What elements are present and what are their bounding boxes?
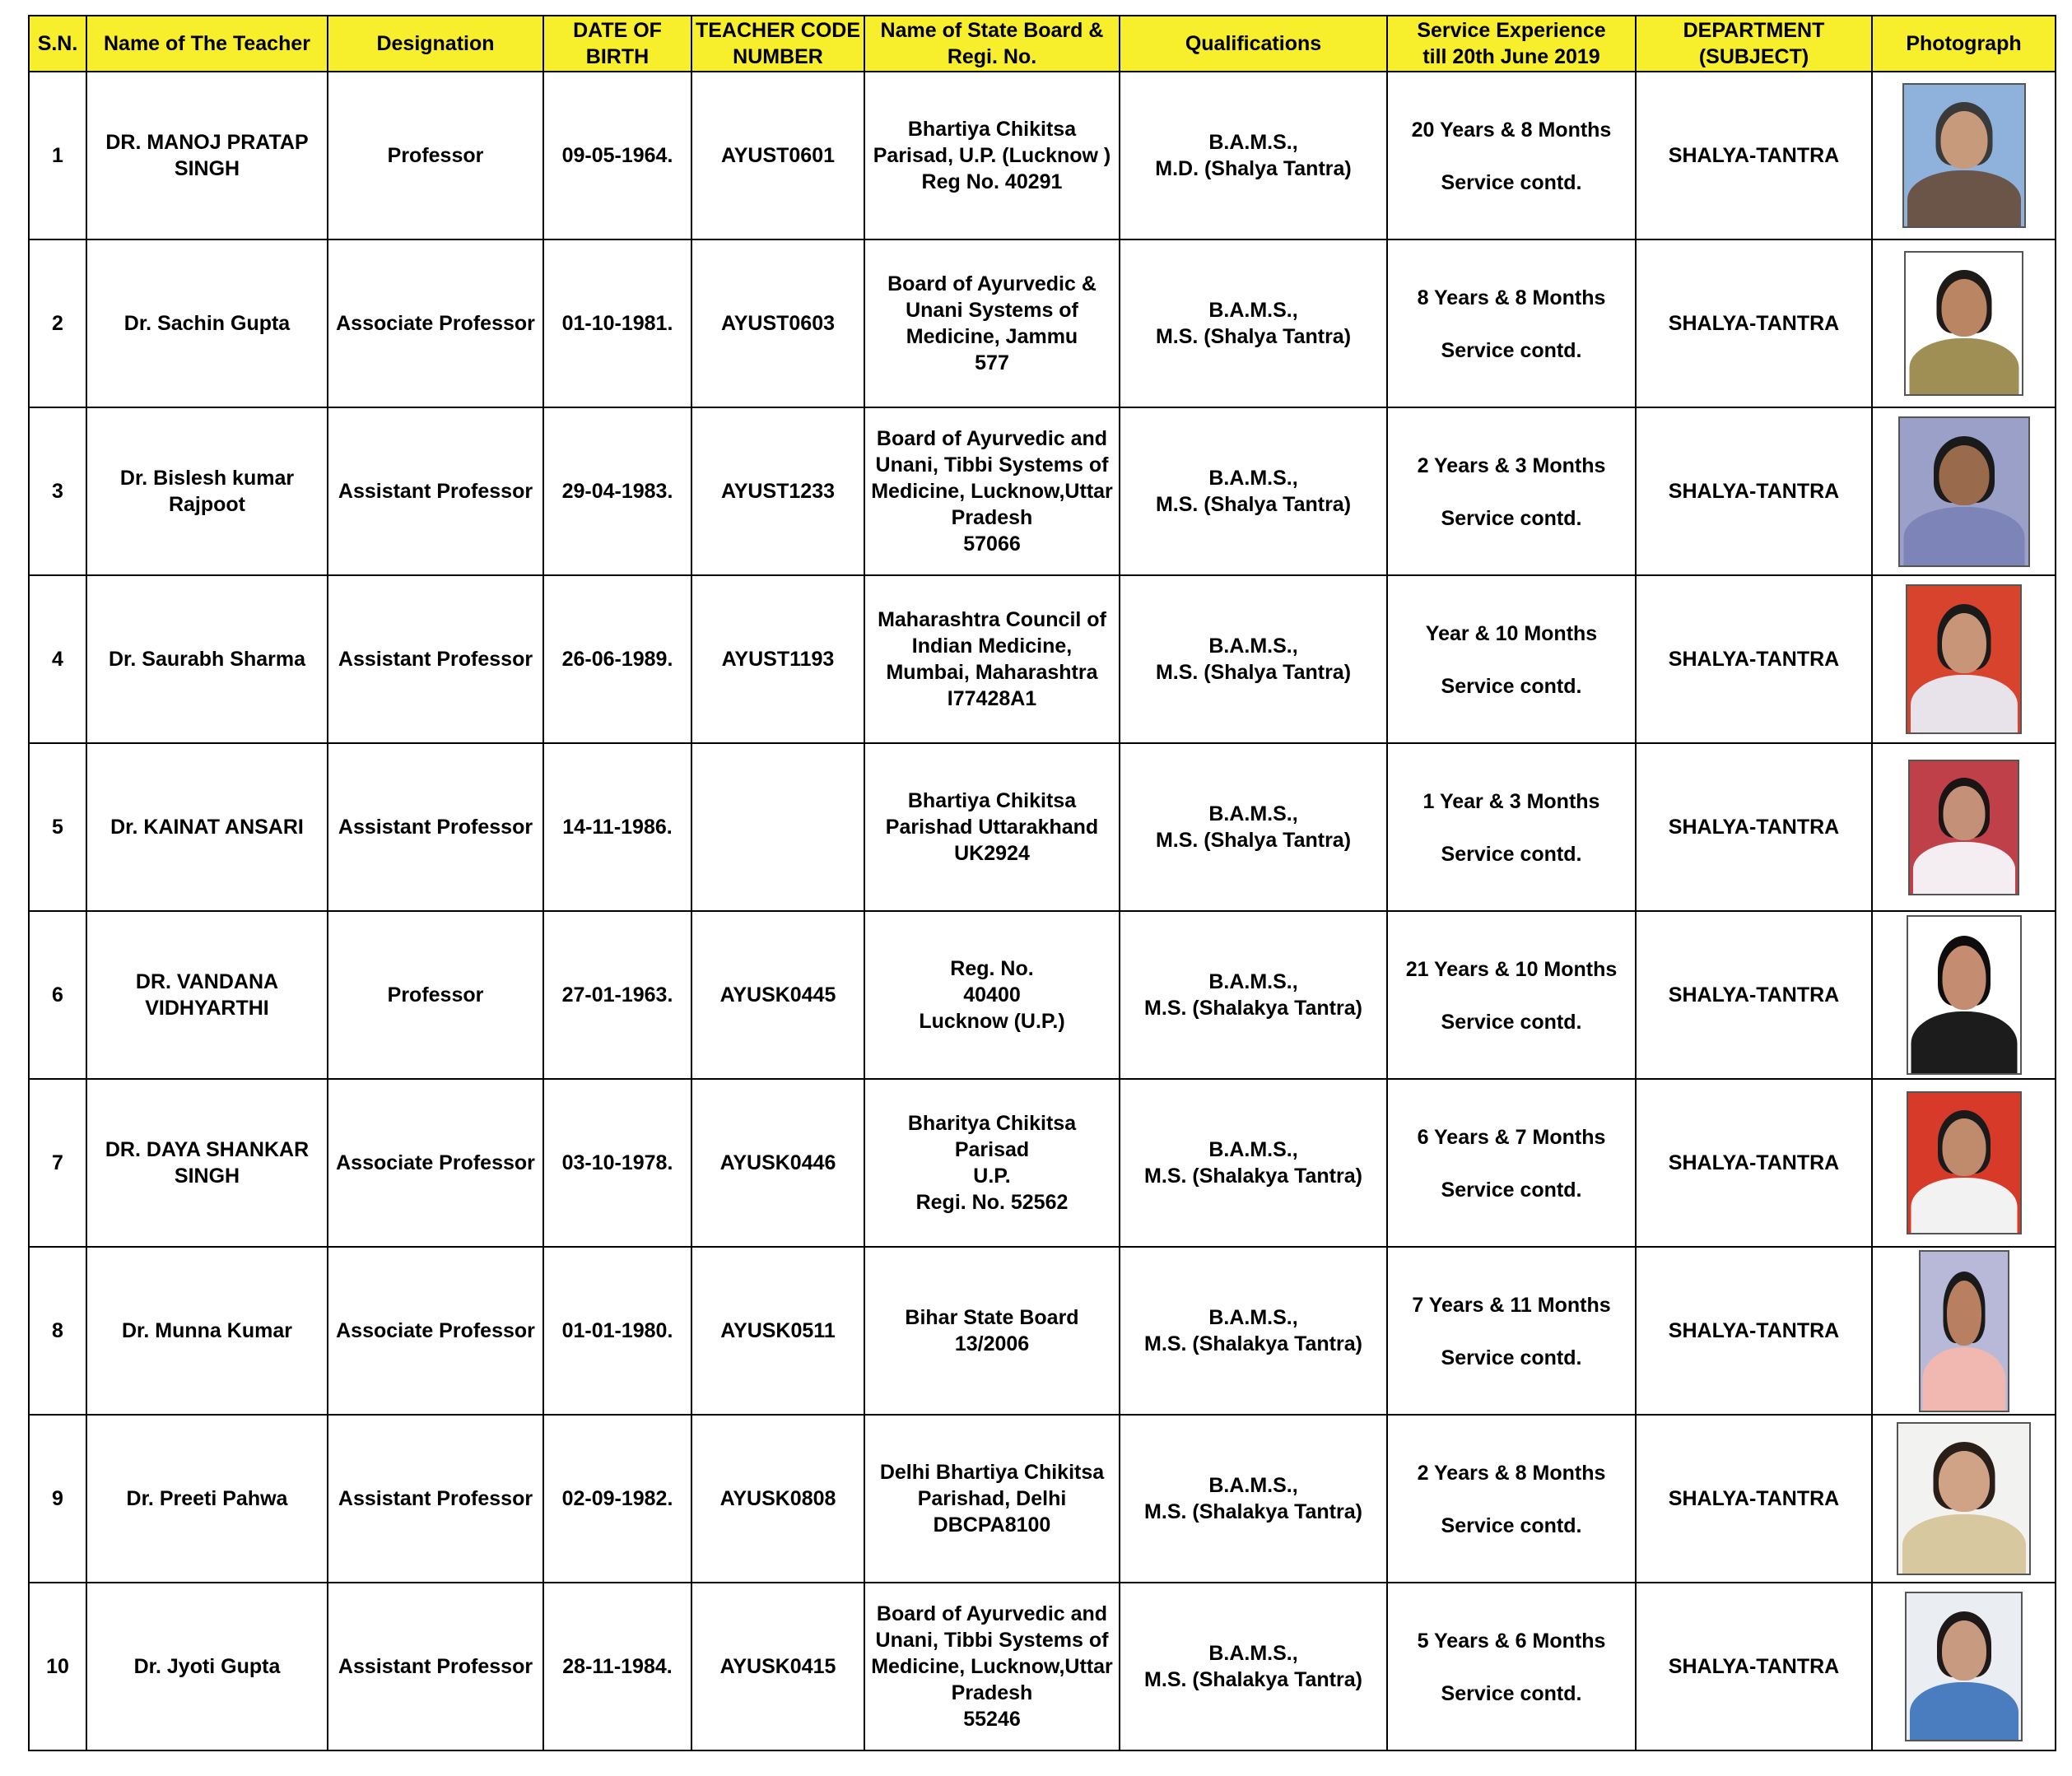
cell-qualifications: B.A.M.S., M.S. (Shalya Tantra)	[1120, 407, 1387, 575]
cell-state-board: Bhartiya Chikitsa Parisad, U.P. (Lucknow ) Reg No. 40291	[864, 72, 1120, 239]
photo-face	[1943, 786, 1985, 840]
cell-department: SHALYA-TANTRA	[1636, 1247, 1872, 1415]
photo-torso	[1913, 842, 2015, 895]
cell-department: SHALYA-TANTRA	[1636, 239, 1872, 407]
photo-face	[1942, 1118, 1986, 1176]
cell-teacher-code: AYUST0601	[691, 72, 864, 239]
cell-sn: 7	[29, 1079, 86, 1247]
cell-photograph	[1872, 911, 2056, 1079]
experience-duration: 7 Years & 11 Months	[1412, 1294, 1611, 1317]
cell-state-board: Board of Ayurvedic and Unani, Tibbi Systems of Medicine, Lucknow,Uttar Pradesh 57066	[864, 407, 1120, 575]
table-row	[29, 407, 2056, 575]
header-qualifications: Qualifications	[1120, 16, 1387, 72]
cell-dob: 27-01-1963.	[543, 911, 691, 1079]
cell-photograph	[1872, 407, 2056, 575]
cell-teacher-code: AYUSK0446	[691, 1079, 864, 1247]
teacher-photo	[1902, 83, 2026, 228]
table-row	[29, 575, 2056, 743]
teacher-photo	[1897, 1422, 2031, 1575]
service-status: Service contd.	[1441, 1682, 1582, 1705]
cell-sn: 5	[29, 743, 86, 911]
cell-state-board: Maharashtra Council of Indian Medicine, Mumbai, Maharashtra I77428A1	[864, 575, 1120, 743]
cell-dob: 09-05-1964.	[543, 72, 691, 239]
cell-sn: 6	[29, 911, 86, 1079]
cell-qualifications: B.A.M.S., M.S. (Shalya Tantra)	[1120, 239, 1387, 407]
cell-qualifications: B.A.M.S., M.S. (Shalakya Tantra)	[1120, 1583, 1387, 1750]
teacher-photo	[1907, 1091, 2022, 1234]
cell-service-experience	[1387, 1247, 1636, 1415]
teacher-photo	[1904, 251, 2023, 396]
table-row	[29, 1079, 2056, 1247]
photo-face	[1942, 613, 1986, 673]
cell-teacher-name: Dr. Bislesh kumar Rajpoot	[86, 407, 328, 575]
photo-torso	[1902, 1514, 2026, 1575]
cell-dob: 01-01-1980.	[543, 1247, 691, 1415]
cell-qualifications: B.A.M.S., M.S. (Shalakya Tantra)	[1120, 1079, 1387, 1247]
cell-photograph	[1872, 239, 2056, 407]
cell-dob: 29-04-1983.	[543, 407, 691, 575]
cell-photograph	[1872, 743, 2056, 911]
service-status: Service contd.	[1441, 171, 1582, 194]
cell-photograph	[1872, 575, 2056, 743]
cell-state-board: Reg. No. 40400 Lucknow (U.P.)	[864, 911, 1120, 1079]
cell-department: SHALYA-TANTRA	[1636, 743, 1872, 911]
cell-state-board: Delhi Bhartiya Chikitsa Parishad, Delhi DBCPA8100	[864, 1415, 1120, 1583]
cell-service-experience	[1387, 575, 1636, 743]
cell-sn: 10	[29, 1583, 86, 1750]
cell-teacher-code: AYUST1233	[691, 407, 864, 575]
cell-dob: 26-06-1989.	[543, 575, 691, 743]
cell-service-experience	[1387, 911, 1636, 1079]
cell-photograph	[1872, 1583, 2056, 1750]
cell-department: SHALYA-TANTRA	[1636, 1079, 1872, 1247]
experience-duration: 21 Years & 10 Months	[1405, 958, 1618, 981]
cell-teacher-code: AYUSK0511	[691, 1247, 864, 1415]
service-status: Service contd.	[1441, 339, 1582, 362]
cell-dob: 14-11-1986.	[543, 743, 691, 911]
cell-dob: 02-09-1982.	[543, 1415, 691, 1583]
cell-photograph	[1872, 1247, 2056, 1415]
cell-department: SHALYA-TANTRA	[1636, 407, 1872, 575]
cell-photograph	[1872, 72, 2056, 239]
cell-teacher-code: AYUSK0415	[691, 1583, 864, 1750]
cell-state-board: Board of Ayurvedic & Unani Systems of Medicine, Jammu 577	[864, 239, 1120, 407]
cell-service-experience	[1387, 1079, 1636, 1247]
cell-department: SHALYA-TANTRA	[1636, 911, 1872, 1079]
experience-duration: 2 Years & 3 Months	[1417, 454, 1606, 477]
cell-qualifications: B.A.M.S., M.S. (Shalya Tantra)	[1120, 575, 1387, 743]
experience-duration: 20 Years & 8 Months	[1411, 119, 1612, 142]
service-status: Service contd.	[1441, 1346, 1582, 1369]
table-row	[29, 1583, 2056, 1750]
table-row	[29, 743, 2056, 911]
experience-duration: 1 Year & 3 Months	[1422, 790, 1600, 813]
cell-teacher-name: DR. DAYA SHANKAR SINGH	[86, 1079, 328, 1247]
cell-designation: Professor	[328, 911, 543, 1079]
cell-service-experience	[1387, 407, 1636, 575]
cell-teacher-name: DR. MANOJ PRATAP SINGH	[86, 72, 328, 239]
cell-department: SHALYA-TANTRA	[1636, 72, 1872, 239]
photo-torso	[1911, 1178, 2017, 1234]
cell-state-board: Bharitya Chikitsa Parisad U.P. Regi. No. 52562	[864, 1079, 1120, 1247]
header-dob: DATE OF BIRTH	[543, 16, 691, 72]
experience-duration: 8 Years & 8 Months	[1417, 286, 1606, 309]
cell-photograph	[1872, 1415, 2056, 1583]
cell-designation: Assistant Professor	[328, 743, 543, 911]
cell-service-experience	[1387, 1415, 1636, 1583]
cell-teacher-name: Dr. Munna Kumar	[86, 1247, 328, 1415]
experience-duration: 2 Years & 8 Months	[1417, 1462, 1606, 1485]
cell-service-experience	[1387, 239, 1636, 407]
header-designation: Designation	[328, 16, 543, 72]
cell-state-board: Board of Ayurvedic and Unani, Tibbi Systems of Medicine, Lucknow,Uttar Pradesh 55246	[864, 1583, 1120, 1750]
cell-sn: 1	[29, 72, 86, 239]
cell-designation: Assistant Professor	[328, 575, 543, 743]
cell-teacher-name: Dr. KAINAT ANSARI	[86, 743, 328, 911]
teacher-photo	[1908, 760, 2019, 895]
photo-torso	[1910, 1682, 2018, 1741]
service-status: Service contd.	[1441, 1011, 1582, 1034]
photo-face	[1942, 946, 1986, 1010]
service-status: Service contd.	[1441, 1179, 1582, 1202]
cell-sn: 4	[29, 575, 86, 743]
table-row	[29, 239, 2056, 407]
cell-qualifications: B.A.M.S., M.D. (Shalya Tantra)	[1120, 72, 1387, 239]
service-status: Service contd.	[1441, 507, 1582, 530]
photo-torso	[1903, 507, 2024, 567]
header-state-board: Name of State Board & Regi. No.	[864, 16, 1120, 72]
cell-designation: Associate Professor	[328, 239, 543, 407]
cell-designation: Assistant Professor	[328, 1415, 543, 1583]
header-sn: S.N.	[29, 16, 86, 72]
cell-department: SHALYA-TANTRA	[1636, 1415, 1872, 1583]
cell-photograph	[1872, 1079, 2056, 1247]
cell-state-board: Bihar State Board 13/2006	[864, 1247, 1120, 1415]
cell-sn: 3	[29, 407, 86, 575]
cell-sn: 9	[29, 1415, 86, 1583]
cell-qualifications: B.A.M.S., M.S. (Shalakya Tantra)	[1120, 1415, 1387, 1583]
photo-torso	[1911, 675, 2018, 734]
cell-service-experience	[1387, 1583, 1636, 1750]
cell-teacher-name: Dr. Sachin Gupta	[86, 239, 328, 407]
cell-teacher-code: AYUST1193	[691, 575, 864, 743]
cell-service-experience	[1387, 743, 1636, 911]
photo-torso	[1909, 338, 2018, 396]
experience-duration: Year & 10 Months	[1425, 622, 1598, 645]
photo-face	[1939, 445, 1989, 505]
cell-department: SHALYA-TANTRA	[1636, 575, 1872, 743]
photo-face	[1942, 1620, 1986, 1681]
cell-state-board: Bhartiya Chikitsa Parishad Uttarakhand UK2924	[864, 743, 1120, 911]
table-row	[29, 1247, 2056, 1415]
cell-designation: Assistant Professor	[328, 1583, 543, 1750]
header-row	[29, 16, 2056, 72]
cell-designation: Assistant Professor	[328, 407, 543, 575]
table-row	[29, 911, 2056, 1079]
cell-service-experience	[1387, 72, 1636, 239]
cell-qualifications: B.A.M.S., M.S. (Shalakya Tantra)	[1120, 911, 1387, 1079]
teacher-photo	[1907, 915, 2022, 1075]
header-teacher-code: TEACHER CODE NUMBER	[691, 16, 864, 72]
service-status: Service contd.	[1441, 1514, 1582, 1537]
cell-dob: 01-10-1981.	[543, 239, 691, 407]
cell-qualifications: B.A.M.S., M.S. (Shalakya Tantra)	[1120, 1247, 1387, 1415]
service-status: Service contd.	[1441, 675, 1582, 698]
header-name: Name of The Teacher	[86, 16, 328, 72]
table-row	[29, 72, 2056, 239]
teacher-photo	[1905, 1592, 2023, 1741]
cell-dob: 03-10-1978.	[543, 1079, 691, 1247]
cell-designation: Associate Professor	[328, 1247, 543, 1415]
photo-torso	[1922, 1347, 2005, 1412]
photo-face	[1939, 1451, 1990, 1512]
header-photograph: Photograph	[1872, 16, 2056, 72]
photo-torso	[1911, 1011, 2017, 1075]
cell-teacher-code: AYUST0603	[691, 239, 864, 407]
header-department: DEPARTMENT (SUBJECT)	[1636, 16, 1872, 72]
cell-dob: 28-11-1984.	[543, 1583, 691, 1750]
cell-teacher-name: Dr. Saurabh Sharma	[86, 575, 328, 743]
photo-face	[1940, 111, 1987, 169]
photo-torso	[1907, 170, 2021, 228]
teacher-photo	[1906, 584, 2022, 734]
cell-qualifications: B.A.M.S., M.S. (Shalya Tantra)	[1120, 743, 1387, 911]
cell-sn: 2	[29, 239, 86, 407]
teacher-photo	[1919, 1250, 2009, 1412]
cell-teacher-code: AYUSK0808	[691, 1415, 864, 1583]
cell-teacher-name: Dr. Jyoti Gupta	[86, 1583, 328, 1750]
cell-teacher-name: Dr. Preeti Pahwa	[86, 1415, 328, 1583]
teacher-photo	[1898, 416, 2030, 567]
cell-department: SHALYA-TANTRA	[1636, 1583, 1872, 1750]
cell-teacher-name: DR. VANDANA VIDHYARTHI	[86, 911, 328, 1079]
header-experience: Service Experience till 20th June 2019	[1387, 16, 1636, 72]
experience-duration: 5 Years & 6 Months	[1417, 1630, 1606, 1653]
faculty-table	[28, 15, 2056, 1751]
photo-face	[1947, 1281, 1981, 1346]
cell-teacher-code	[691, 743, 864, 911]
service-status: Service contd.	[1441, 843, 1582, 866]
cell-sn: 8	[29, 1247, 86, 1415]
cell-teacher-code: AYUSK0445	[691, 911, 864, 1079]
table-row	[29, 1415, 2056, 1583]
cell-designation: Associate Professor	[328, 1079, 543, 1247]
photo-face	[1941, 279, 1986, 337]
experience-duration: 6 Years & 7 Months	[1417, 1126, 1606, 1149]
cell-designation: Professor	[328, 72, 543, 239]
